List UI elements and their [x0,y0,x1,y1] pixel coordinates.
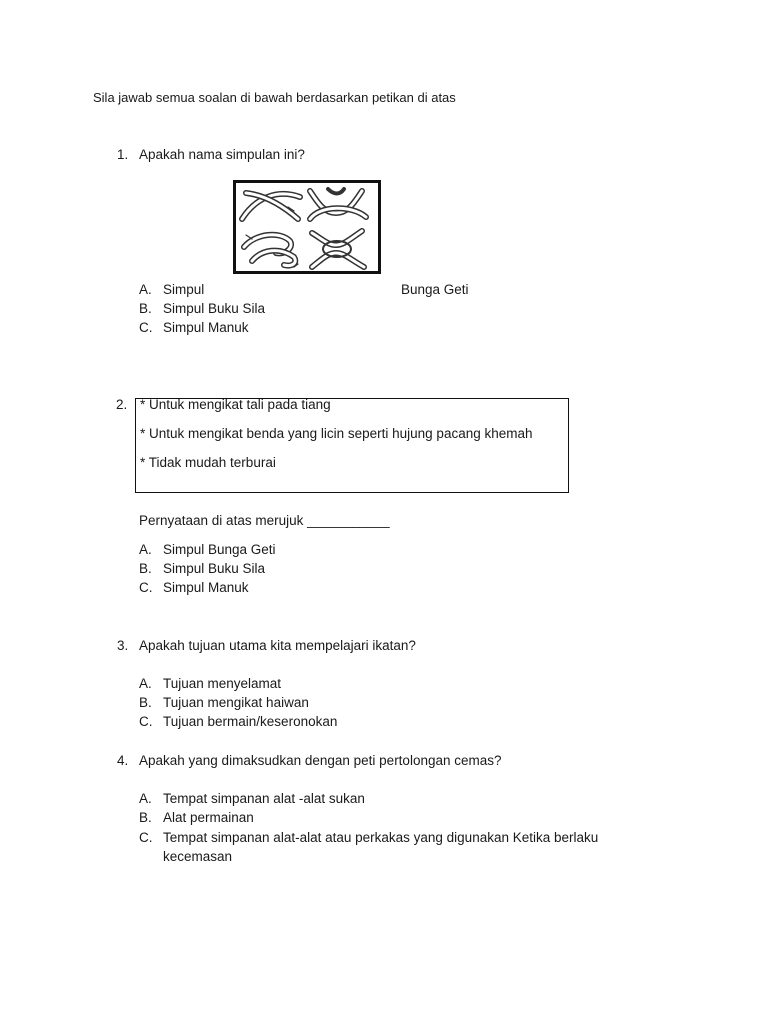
q4-option-b-letter: B. [139,810,152,825]
q4-option-c-text-continued: kecemasan [163,849,233,864]
q4-option-c-text: Tempat simpanan alat-alat atau perkakas yang digunakan Ketika berlaku [163,830,599,845]
q1-option-b-text: Simpul Buku Sila [163,301,266,316]
q1-option-c-letter: C. [139,320,153,335]
q3-question: Apakah tujuan utama kita mempelajari ikatan? [139,638,416,653]
q2-option-b-text: Simpul Buku Sila [163,561,266,576]
instructions: Sila jawab semua soalan di bawah berdasarkan petikan di atas [93,90,456,105]
q3-option-c-letter: C. [139,714,153,729]
q4-question: Apakah yang dimaksudkan dengan peti pertolongan cemas? [139,753,502,768]
q2-option-c-text: Simpul Manuk [163,580,249,595]
q1-option-a-text: Simpul [163,282,205,297]
q2-option-c-letter: C. [139,580,153,595]
q1-number: 1. [117,147,129,162]
q4-option-b-text: Alat permainan [163,810,254,825]
q2-number: 2. [116,397,128,412]
q2-option-b-letter: B. [139,561,152,576]
q4-number: 4. [117,753,129,768]
q1-option-b-letter: B. [139,301,152,316]
q3-number: 3. [117,638,129,653]
q4-option-c-letter: C. [139,830,153,845]
reef-knot-diagram-icon [233,180,381,274]
q3-option-a-text: Tujuan menyelamat [163,676,282,691]
q1-option-a-letter: A. [139,282,152,297]
q3-option-a-letter: A. [139,676,152,691]
q4-option-a-text: Tempat simpanan alat -alat sukan [163,791,365,806]
q2-statement: Pernyataan di atas merujuk ___________ [139,513,390,528]
q3-option-c-text: Tujuan bermain/keseronokan [163,714,338,729]
q3-option-b-letter: B. [139,695,152,710]
q4-option-a-letter: A. [139,791,152,806]
q1-option-c-text: Simpul Manuk [163,320,249,335]
q3-option-b-text: Tujuan mengikat haiwan [163,695,309,710]
q2-option-a-text: Simpul Bunga Geti [163,542,276,557]
q2-box-line-1: * Untuk mengikat tali pada tiang [140,397,331,412]
q2-option-a-letter: A. [139,542,152,557]
q2-box-line-2: * Untuk mengikat benda yang licin seperti hujung pacang khemah [140,426,533,441]
q1-question: Apakah nama simpulan ini? [139,147,305,162]
q2-box-line-3: * Tidak mudah terburai [140,455,276,470]
q1-option-a-text-continued: Bunga Geti [401,282,469,297]
